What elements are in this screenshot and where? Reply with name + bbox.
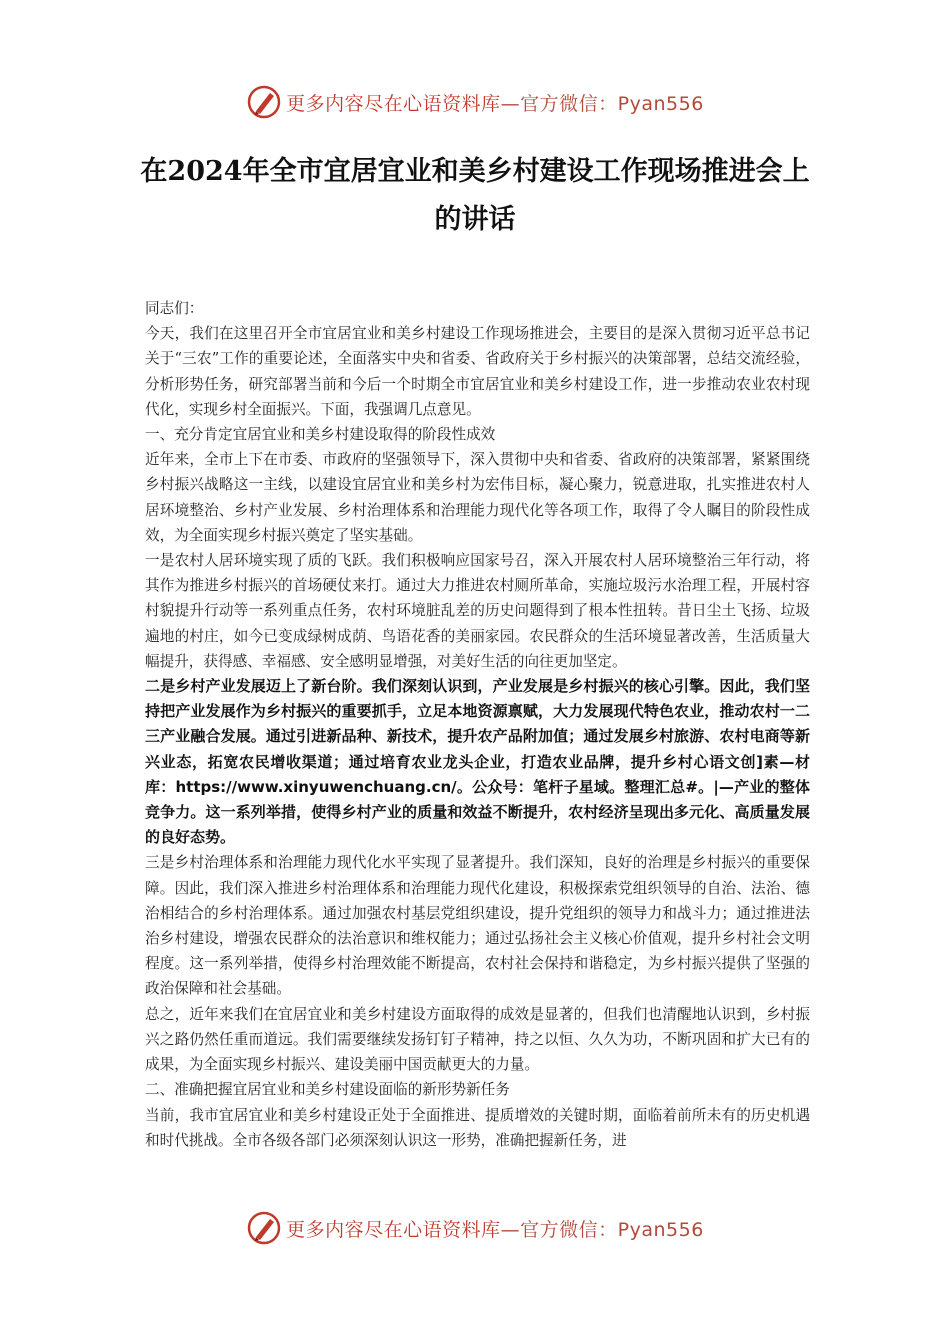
paragraph: 近年来，全市上下在市委、市政府的坚强领导下，深入贯彻中央和省委、省政府的决策部署，紧紧围绕乡村振兴战略这一主线，以建设宜居宜业和美乡村为宏伟目标，凝心聚力，锐意进取，扎实推进农村人居环境整治、乡村产业发展、乡村治理体系和治理能力现代化等各项工作，取得了令人瞩目的阶段性成效，为全面实现乡村振兴奠定了坚实基础。: [145, 451, 810, 544]
header-banner: [0, 82, 950, 122]
paragraph: 当前，我市宜居宜业和美乡村建设正处于全面推进、提质增效的关键时期，面临着前所未有的历史机遇和时代挑战。全市各级各部门必须深刻认识这一形势，准确把握新任务，进: [145, 1106, 810, 1149]
banner-contact-text: —官方微信：Pyan556: [500, 92, 704, 115]
footer-banner: [0, 1208, 950, 1248]
banner-text: [286, 89, 704, 116]
greeting: 同志们：: [145, 300, 204, 317]
paragraph: 一是农村人居环境实现了质的飞跃。我们积极响应国家号召，深入开展农村人居环境整治三年行动，将其作为推进乡村振兴的首场硬仗来打。通过大力推进农村厕所革命，实施垃圾污水治理工程，开展村容村貌提升行动等一系列重点任务，农村环境脏乱差的历史问题得到了根本性扭转。昔日尘土飞扬、垃圾遍地的村庄，如今已变成绿树成荫、鸟语花香的美丽家园。农民群众的生活环境显著改善，生活质量大幅提升，获得感、幸福感、安全感明显增强，对美好生活的向往更加坚定。: [145, 552, 810, 670]
banner-main-text: 更多内容尽在心语资料库: [286, 1218, 501, 1241]
paragraph-bold: 二是乡村产业发展迈上了新台阶。我们深刻认识到，产业发展是乡村振兴的核心引擎。因此，我们坚持把产业发展作为乡村振兴的重要抓手，立足本地资源禀赋，大力发展现代特色农业，推动农村一二三产业融合发展。通过引进新品种、新技术，提升农产品附加值；通过发展乡村旅游、农村电商等新兴业态，拓宽农民增收渠道；通过培育农业龙头企业，打造农业品牌，提升乡村心语文创]素—材库：https://www.xinyuwenchuang.cn/。公众号：笔杆子星域。整理汇总#。|—产业的整体竞争力。这一系列举措，使得乡村产业的质量和效益不断提升，农村经济呈现出多元化、高质量发展的良好态势。: [145, 677, 810, 847]
paragraph: 今天，我们在这里召开全市宜居宜业和美乡村建设工作现场推进会，主要目的是深入贯彻习近平总书记关于“三农”工作的重要论述，全面落实中央和省委、省政府关于乡村振兴的决策部署，总结交流经验，分析形势任务，研究部署当前和今后一个时期全市宜居宜业和美乡村建设工作，进一步推动农业农村现代化，实现乡村全面振兴。下面，我强调几点意见。: [145, 325, 810, 418]
document-body: [145, 296, 810, 1153]
banner-main-text: 更多内容尽在心语资料库: [286, 92, 501, 115]
section-heading: 一、充分肯定宜居宜业和美乡村建设取得的阶段性成效: [145, 426, 496, 444]
banner-text: [286, 1215, 704, 1242]
section-heading: 二、准确把握宜居宜业和美乡村建设面临的新形势新任务: [145, 1081, 510, 1099]
paragraph: 三是乡村治理体系和治理能力现代化水平实现了显著提升。我们深知，良好的治理是乡村振兴的重要保障。因此，我们深入推进乡村治理体系和治理能力现代化建设，积极探索党组织领导的自治、法治、德治相结合的乡村治理体系。通过加强农村基层党组织建设，提升党组织的领导力和战斗力；通过推进法治乡村建设，增强农民群众的法治意识和维权能力；通过弘扬社会主义核心价值观，提升乡村社会文明程度。这一系列举措，使得乡村治理效能不断提高，农村社会保持和谐稳定，为乡村振兴提供了坚强的政治保障和社会基础。: [145, 854, 810, 998]
pen-logo-icon: [246, 1210, 282, 1246]
pen-logo-icon: [246, 84, 282, 120]
banner-contact-text: —官方微信：Pyan556: [500, 1218, 704, 1241]
page-title: 在2024年全市宜居宜业和美乡村建设工作现场推进会上的讲话: [140, 156, 810, 235]
paragraph: 总之，近年来我们在宜居宜业和美乡村建设方面取得的成效是显著的，但我们也清醒地认识到，乡村振兴之路仍然任重而道远。我们需要继续发扬钉钉子精神，持之以恒、久久为功，不断巩固和扩大已有的成果，为全面实现乡村振兴、建设美丽中国贡献更大的力量。: [145, 1005, 810, 1074]
